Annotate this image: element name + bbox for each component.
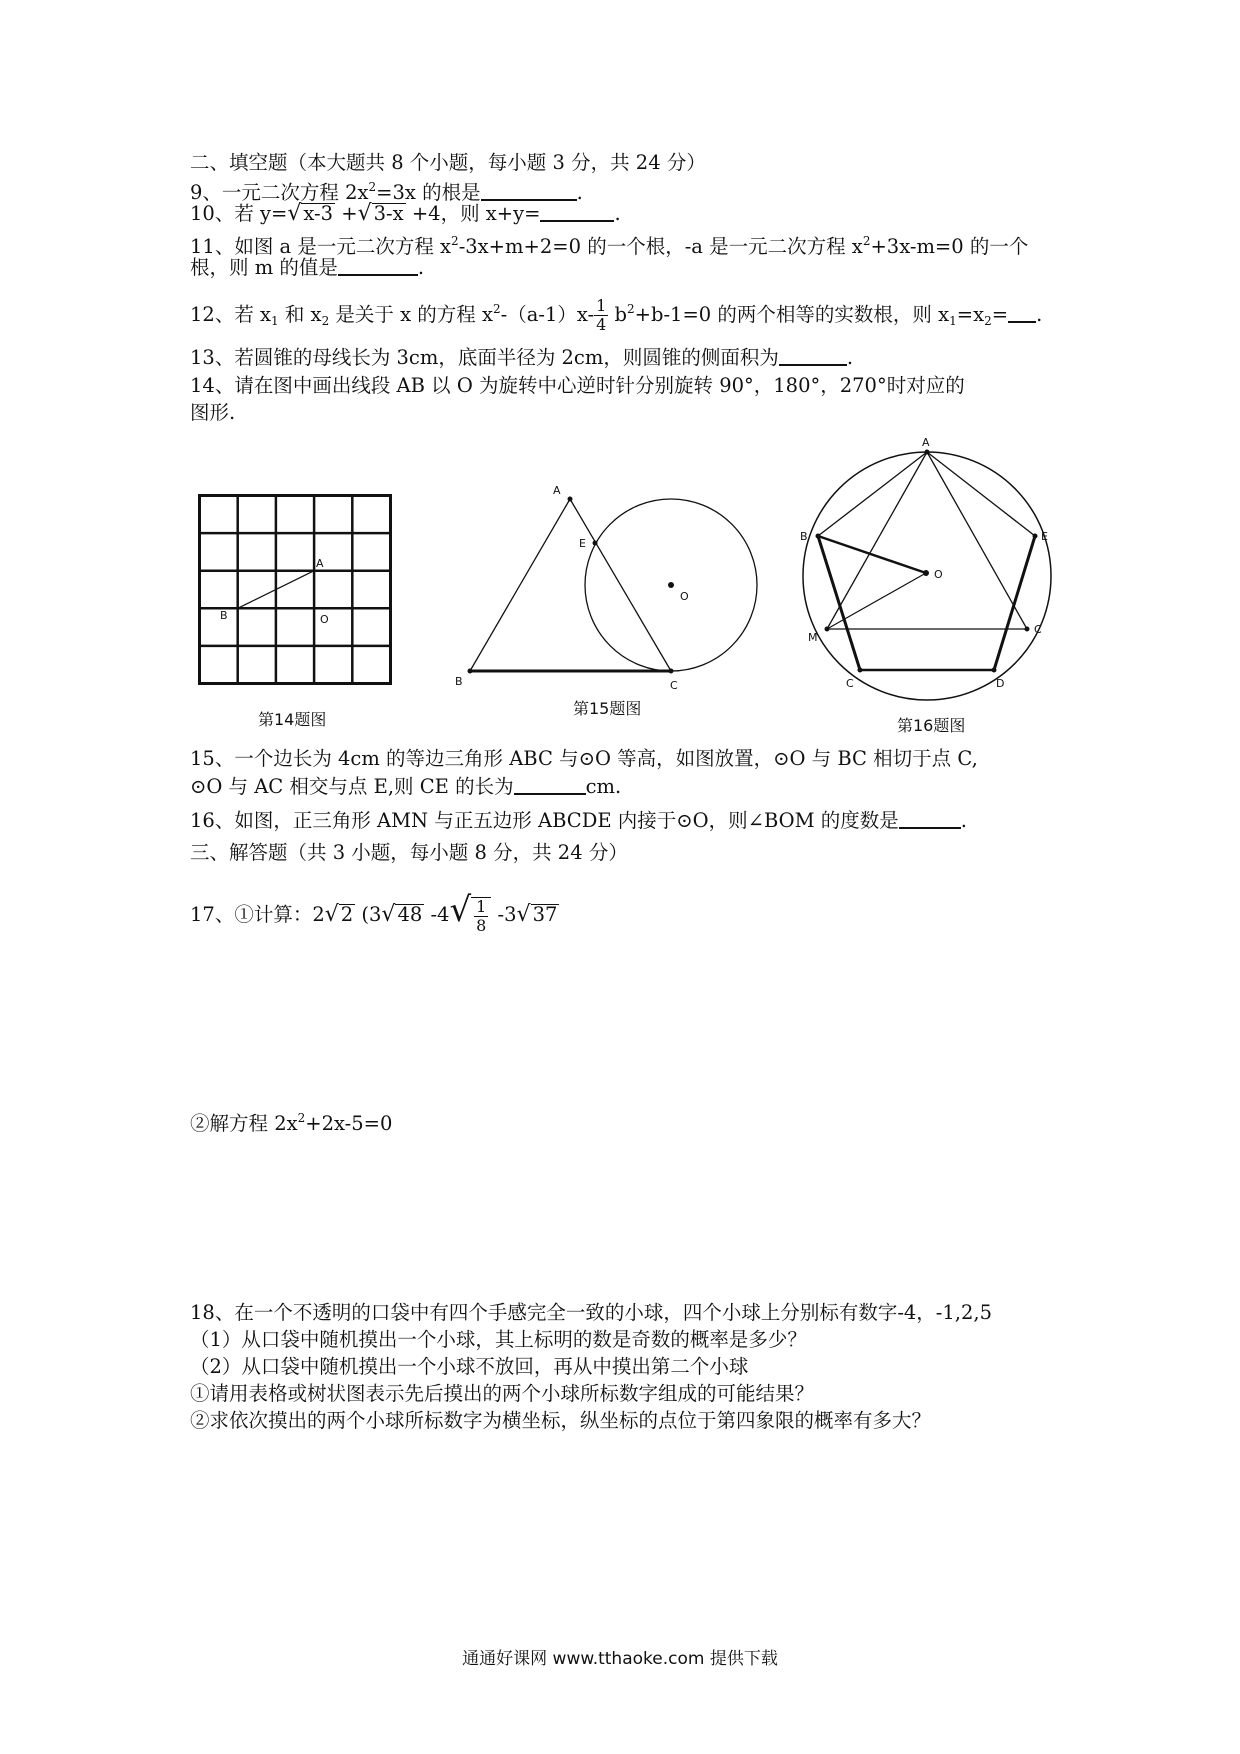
q17-text-a: 17、①计算：2 [190, 903, 325, 926]
fig16-label-d: D [996, 677, 1005, 690]
fig14-label-o: O [320, 613, 329, 626]
fig16-label-b: B [800, 530, 808, 543]
fig14-label-b: B [220, 609, 228, 622]
q17b-sup: 2 [297, 1111, 306, 1125]
section2-header: 二、填空题（本大题共 8 个小题，每小题 3 分，共 24 分） [190, 151, 706, 174]
sqrt-sign: √ [449, 890, 472, 930]
q10-answer-blank [540, 202, 614, 222]
figure-15-triangle-circle [450, 485, 770, 700]
fig15-label-b: B [455, 675, 463, 688]
fig15-label-a: A [553, 484, 561, 497]
section3-header: 三、解答题（共 3 小题，每小题 8 分，共 24 分） [190, 841, 628, 864]
q15-answer-blank [514, 775, 586, 795]
q12-text-g: =x [956, 303, 985, 326]
question-15-line-1: 15、一个边长为 4cm 的等边三角形 ABC 与⊙O 等高，如图放置，⊙O 与 BC 相切于点 C, [190, 747, 978, 770]
fig16-caption: 第16题图 [897, 716, 966, 735]
q9-suffix: =3x 的根是 [376, 181, 481, 204]
q12-sup: 2 [493, 302, 501, 316]
q17-radicand-3: 37 [532, 903, 558, 926]
question-15-line-2 [190, 774, 621, 800]
q11-answer-blank [338, 256, 418, 276]
q9-sup: 2 [368, 180, 377, 194]
q13-text: 13、若圆锥的母线长为 3cm，底面半径为 2cm，则圆锥的侧面积为 [190, 346, 779, 369]
question-17-part-2 [190, 1105, 392, 1137]
fig15-label-c: C [670, 679, 678, 692]
page-footer: 通通好课网 www.tthaoke.com 提供下载 [462, 1649, 778, 1669]
q12-fraction [594, 297, 608, 334]
fig16-label-a: A [922, 436, 930, 449]
q17-radicand-1: 2 [340, 903, 354, 926]
q9-answer-blank [481, 181, 577, 201]
q10-end: . [614, 202, 621, 225]
fig15-caption: 第15题图 [573, 699, 642, 718]
q12-sub-1: 1 [271, 314, 279, 328]
q10-prefix: 10、若 y= [190, 202, 288, 225]
fig16-label-e: E [1041, 530, 1048, 543]
q17-text-d: -3 [491, 903, 517, 926]
q17-frac-num: 1 [476, 896, 487, 916]
fig14-caption: 第14题图 [258, 710, 327, 729]
fig15-label-o: O [680, 590, 689, 603]
q10-radicand-1: x-3 [303, 202, 334, 225]
fig14-label-a: A [316, 557, 324, 570]
question-11-line-2 [190, 255, 424, 281]
q12-frac-den: 4 [596, 315, 607, 334]
sqrt-sign: √ [381, 902, 396, 927]
sqrt-sign: √ [324, 902, 339, 927]
q16-end: . [960, 809, 967, 832]
q11-sup-2: 2 [862, 234, 871, 248]
question-18-line-4: ①请用表格或树状图表示先后摸出的两个小球所标数字组成的可能结果？ [190, 1382, 815, 1405]
question-13 [190, 345, 853, 371]
question-16 [190, 808, 967, 834]
q10-suffix: +4，则 x+y= [405, 202, 541, 225]
q12-sup-2: 2 [626, 302, 635, 316]
q11-end: . [417, 256, 425, 279]
fig15-label-e: E [579, 537, 586, 550]
q17b-text-a: ②解方程 2x [190, 1112, 298, 1135]
q11-text-d: 根，则 m 的值是 [190, 256, 338, 279]
q11-text-b: -3x+m+2=0 的一个根，-a 是一元二次方程 x [458, 235, 863, 258]
q16-answer-blank [899, 809, 961, 829]
fig16-label-c-bottom: C [846, 677, 854, 690]
question-14-line-1: 14、请在图中画出线段 AB 以 O 为旋转中心逆时针分别旋转 90°，180°，270°时对应的 [190, 374, 965, 397]
q12-sub-2: 2 [321, 314, 330, 328]
sqrt-sign: √ [357, 201, 372, 226]
q13-end: . [846, 346, 854, 369]
q11-text-c: +3x-m=0 的一个 [870, 235, 1029, 258]
q17-frac-den: 8 [476, 915, 487, 935]
q11-text-a: 11、如图 a 是一元二次方程 x [190, 235, 452, 258]
q17-radicand-2: 48 [397, 903, 423, 926]
question-14-line-2: 图形. [190, 401, 236, 424]
q12-text-d: -（a-1）x- [500, 303, 595, 326]
q17b-text-b: +2x-5=0 [305, 1112, 393, 1135]
q12-text-f: +b-1=0 的两个相等的实数根，则 x [634, 303, 950, 326]
fig16-label-c-right: C [1034, 623, 1042, 636]
q12-text-h: = [991, 303, 1009, 326]
q12-text-b: 和 x [278, 303, 322, 326]
q12-sub-4: 2 [984, 314, 992, 328]
q12-text-c: 是关于 x 的方程 x [329, 303, 493, 326]
q13-answer-blank [779, 346, 847, 366]
q12-end: . [1036, 303, 1043, 326]
question-18-line-3: （2）从口袋中随机摸出一个小球不放回，再从中摸出第二个小球 [190, 1355, 749, 1378]
q17-text-b: (3 [355, 903, 382, 926]
q12-answer-blank [1008, 303, 1036, 323]
sqrt-sign: √ [516, 902, 531, 927]
question-17-part-1 [190, 890, 559, 935]
question-18-line-2: （1）从口袋中随机摸出一个小球，其上标明的数是奇数的概率是多少？ [190, 1328, 807, 1351]
q12-frac-num: 1 [596, 296, 607, 315]
fig16-label-m: M [808, 631, 818, 644]
q11-sup-1: 2 [451, 234, 459, 248]
q12-sub-3: 1 [949, 314, 957, 328]
q9-end: . [576, 181, 583, 204]
q9-prefix: 9、一元二次方程 2x [190, 181, 369, 204]
q12-text-a: 12、若 x [190, 303, 272, 326]
q10-radicand-2: 3-x [373, 202, 404, 225]
question-18-line-1: 18、在一个不透明的口袋中有四个手感完全一致的小球，四个小球上分别标有数字-4，-1,2,5 [190, 1301, 993, 1324]
figure-14-grid [198, 494, 394, 687]
q12-text-e: b [608, 303, 627, 326]
question-12 [190, 296, 1042, 334]
fig16-label-o: O [934, 568, 943, 581]
question-10 [190, 201, 621, 227]
q17-text-c: -4 [424, 903, 450, 926]
figure-16-inscribed-polygons [794, 436, 1064, 702]
q15-text-b: cm. [585, 775, 622, 798]
sqrt-sign: √ [287, 201, 302, 226]
q15-text-a: ⊙O 与 AC 相交与点 E,则 CE 的长为 [190, 775, 514, 798]
q16-text: 16、如图，正三角形 AMN 与正五边形 ABCDE 内接于⊙O，则∠BOM 的度数是 [190, 809, 899, 832]
q17-fraction [471, 897, 491, 935]
question-18-line-5: ②求依次摸出的两个小球所标数字为横坐标，纵坐标的点位于第四象限的概率有多大？ [190, 1409, 932, 1432]
q10-mid: + [335, 202, 358, 225]
